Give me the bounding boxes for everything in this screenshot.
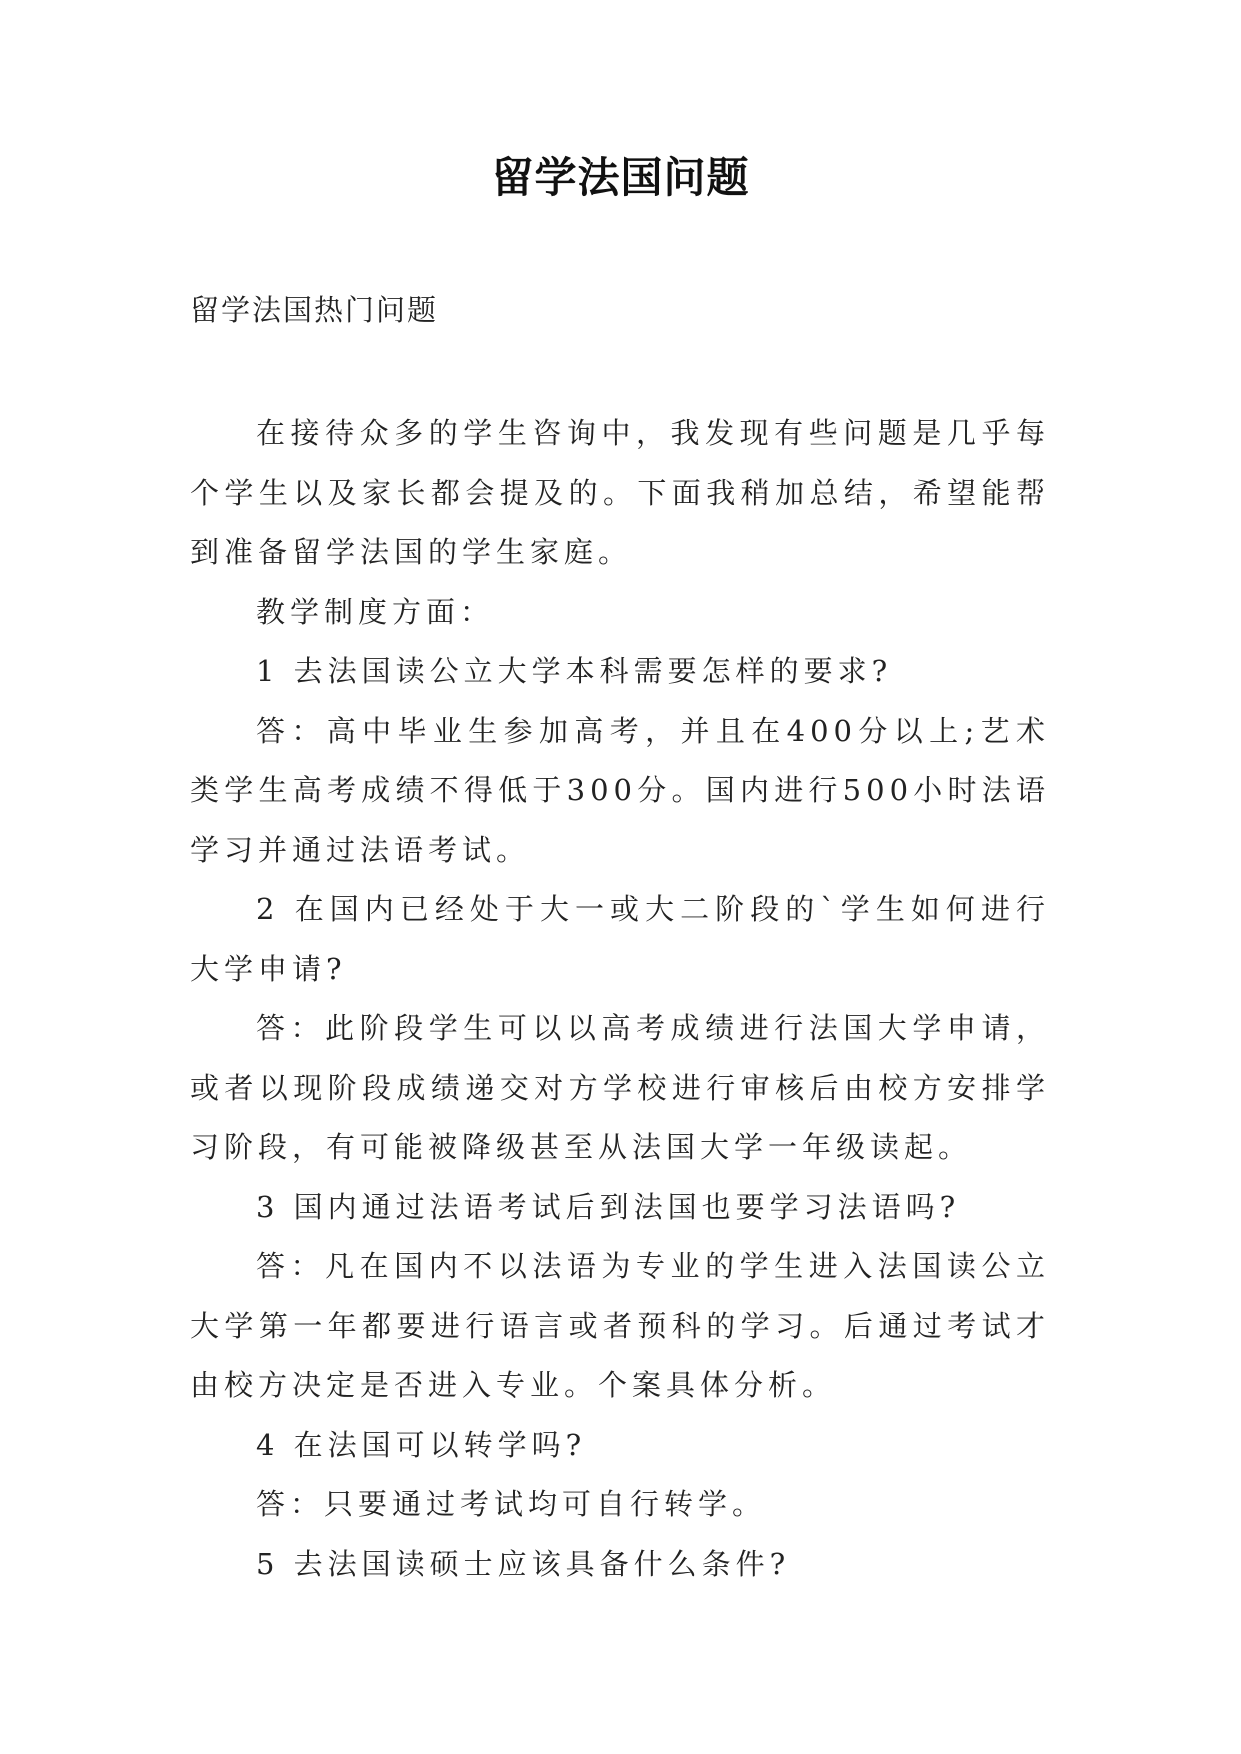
answer-1: 答：高中毕业生参加高考，并且在400分以上;艺术类学生高考成绩不得低于300分。国内进行500小时法语学习并通过法语考试。 (190, 713, 1050, 867)
document-body (190, 404, 1050, 1594)
answer-2: 答：此阶段学生可以以高考成绩进行法国大学申请，或者以现阶段成绩递交对方学校进行审核后由校方安排学习阶段，有可能被降级甚至从法国大学一年级读起。 (190, 1011, 1050, 1164)
question-1: 1 去法国读公立大学本科需要怎样的要求? (256, 654, 893, 688)
question-5: 5 去法国读硕士应该具备什么条件? (256, 1546, 791, 1581)
paragraph-section-label: 教学制度方面： (256, 594, 495, 629)
paragraph-intro: 在接待众多的学生咨询中，我发现有些问题是几乎每个学生以及家长都会提及的。下面我稍加总结，希望能帮到准备留学法国的学生家庭。 (190, 416, 1050, 569)
answer-3: 答：凡在国内不以法语为专业的学生进入法国读公立大学第一年都要进行语言或者预科的学习。后通过考试才由校方决定是否进入专业。个案具体分析。 (190, 1249, 1050, 1402)
question-3: 3 国内通过法语考试后到法国也要学习法语吗? (256, 1189, 961, 1224)
question-2: 2 在国内已经处于大一或大二阶段的`学生如何进行大学申请? (190, 892, 1050, 986)
answer-4: 答：只要通过考试均可自行转学。 (256, 1487, 767, 1521)
page-title: 留学法国问题 (491, 153, 750, 202)
section-heading: 留学法国热门问题 (190, 293, 439, 327)
question-4: 4 在法国可以转学吗? (256, 1427, 587, 1462)
